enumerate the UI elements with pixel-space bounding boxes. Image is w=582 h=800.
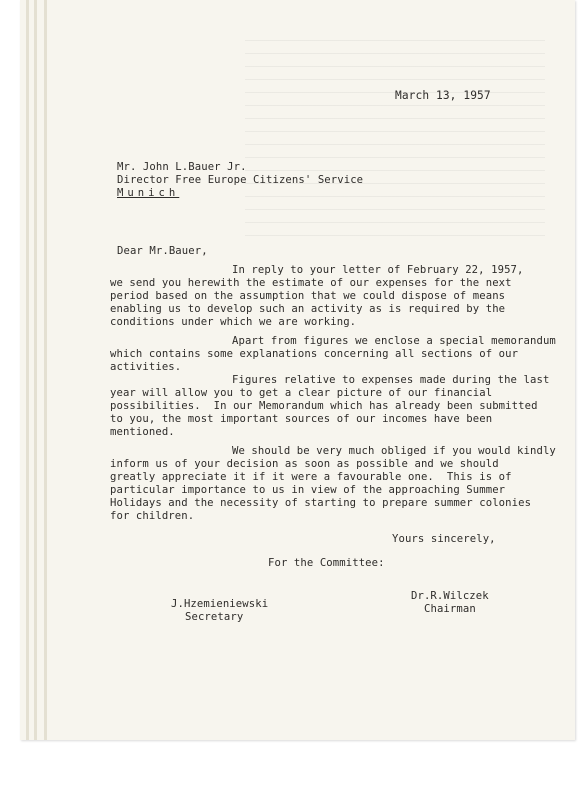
secretary-name: J.Hzemieniewski — [171, 598, 269, 610]
recipient-city: Munich — [117, 187, 180, 199]
letter-date: March 13, 1957 — [395, 89, 491, 102]
closing: Yours sincerely, — [392, 533, 496, 545]
body-line: mentioned. — [110, 426, 175, 438]
body-line: We should be very much obliged if you would kindly — [232, 445, 556, 457]
body-line: period based on the assumption that we could dispose of means — [110, 290, 506, 302]
page-edge — [26, 0, 29, 740]
body-line: enabling us to develop such an activity as is required by the — [110, 303, 506, 315]
body-line: Holidays and the necessity of starting to prepare summer colonies — [110, 497, 532, 509]
show-through-texture — [245, 40, 545, 240]
body-line: Apart from figures we enclose a special memorandum — [232, 335, 556, 347]
body-line: inform us of your decision as soon as possible and we should — [110, 458, 499, 470]
recipient-title: Director Free Europe Citizens' Service — [117, 174, 364, 186]
chairman-role: Chairman — [424, 603, 476, 615]
body-line: activities. — [110, 361, 182, 373]
page-edge — [34, 0, 37, 740]
page-edge — [44, 0, 47, 740]
body-line: particular importance to us in view of the approaching Summer — [110, 484, 506, 496]
body-line: year will allow you to get a clear picture of our financial — [110, 387, 493, 399]
recipient-name: Mr. John L.Bauer Jr. — [117, 161, 247, 173]
body-line: In reply to your letter of February 22, 1957, — [232, 264, 524, 276]
letter-page — [20, 0, 575, 740]
body-line: to you, the most important sources of our incomes have been — [110, 413, 493, 425]
body-line: possibilities. In our Memorandum which has already been submitted — [110, 400, 538, 412]
salutation: Dear Mr.Bauer, — [117, 245, 208, 257]
secretary-role: Secretary — [185, 611, 244, 623]
for-committee: For the Committee: — [268, 557, 385, 569]
body-line: conditions under which we are working. — [110, 316, 357, 328]
body-line: for children. — [110, 510, 195, 522]
body-line: we send you herewith the estimate of our expenses for the next — [110, 277, 512, 289]
chairman-name: Dr.R.Wilczek — [411, 590, 489, 602]
body-line: Figures relative to expenses made during the last — [232, 374, 550, 386]
body-line: greatly appreciate it if it were a favourable one. This is of — [110, 471, 512, 483]
body-line: which contains some explanations concerning all sections of our — [110, 348, 519, 360]
